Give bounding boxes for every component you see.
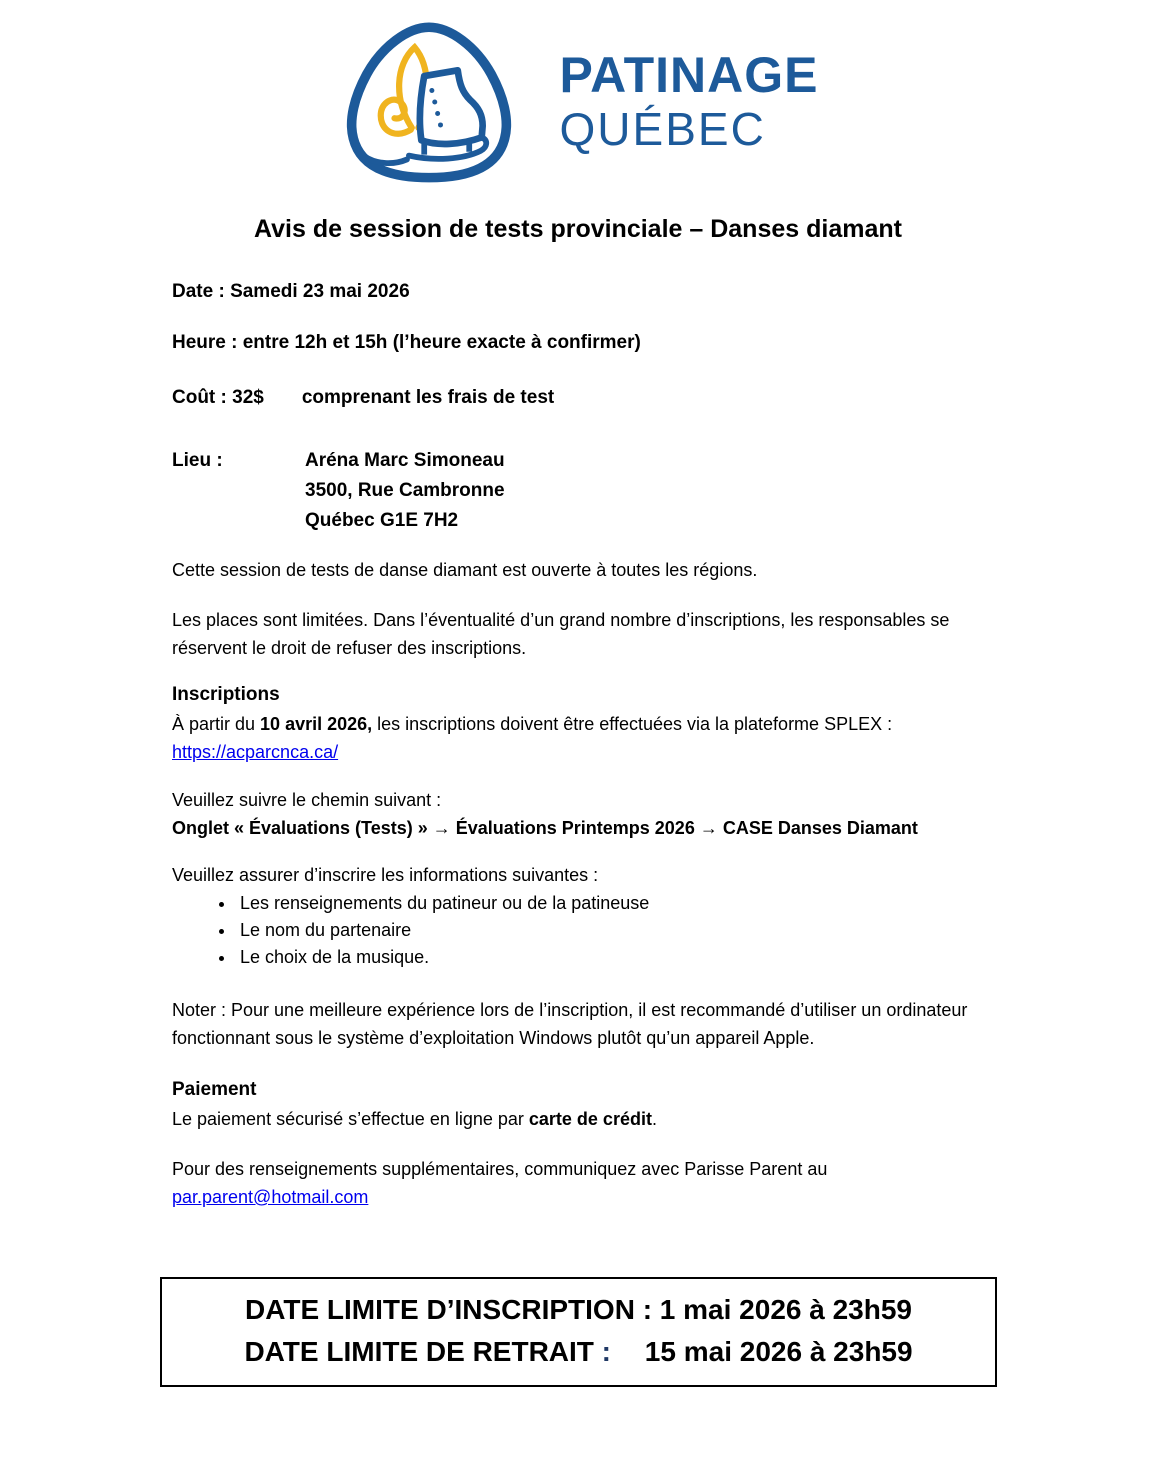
deadline-inscription-line: DATE LIMITE D’INSCRIPTION : 1 mai 2026 à 23h59: [245, 1294, 912, 1325]
cost-line: [172, 386, 986, 410]
required-info-intro: Veuillez assurer d’inscrire les informations suivantes :: [172, 865, 599, 885]
cost-label: Coût : 32$: [172, 387, 264, 408]
cost-detail: comprenant les frais de test: [301, 387, 555, 408]
time-line: Heure : entre 12h et 15h (l’heure exacte à confirmer): [172, 332, 641, 353]
payment-line-post: .: [651, 1109, 657, 1129]
inscription-intro-pre: À partir du: [172, 714, 261, 734]
retrait-colon: :: [593, 1336, 619, 1367]
location-label: Lieu :: [172, 450, 223, 471]
retrait-value: 15 mai 2026 à 23h59: [644, 1336, 913, 1367]
list-item-skater-info: • Les renseignements du patineur ou de la patineuse: [236, 890, 986, 917]
note-paragraph: Noter : Pour une meilleure expérience lors de l’inscription, il est recommandé d’utiliser un ordinateur fonctionnant sous le système d’exploitation Windows plutôt qu’un appareil Apple.: [172, 1000, 968, 1048]
deadline-retrait-line: [168, 1331, 989, 1373]
contact-paragraph: Pour des renseignements supplémentaires, communiquez avec Parisse Parent au: [172, 1159, 828, 1179]
brand-wordmark: [560, 47, 819, 155]
deadline-box: [160, 1277, 997, 1387]
brand-word-patinage: PATINAGE: [559, 47, 819, 103]
logo: [0, 0, 1156, 188]
payment-method: carte de crédit: [528, 1109, 652, 1129]
limited-places-paragraph: Les places sont limitées. Dans l’éventualité d’un grand nombre d’inscriptions, les responsables se réservent le droit de refuser des inscriptions.: [172, 610, 950, 658]
date-line: Date : Samedi 23 mai 2026: [172, 281, 410, 302]
list-item-music-choice: • Le choix de la musique.: [236, 944, 986, 971]
list-item-partner-name: • Le nom du partenaire: [236, 917, 986, 944]
contact-email-line: [172, 1183, 986, 1211]
location-block: [172, 446, 986, 536]
venue-street: 3500, Rue Cambronne: [305, 480, 505, 501]
document-body: [172, 280, 986, 1211]
payment-line-pre: Le paiement sécurisé s’effectue en ligne par: [172, 1109, 529, 1129]
skate-icon: [408, 70, 485, 159]
inscription-start-date: 10 avril 2026,: [260, 714, 373, 734]
page-title: Avis de session de tests provinciale – Danses diamant: [254, 215, 902, 243]
venue-city: Québec G1E 7H2: [305, 510, 459, 531]
retrait-label: DATE LIMITE DE RETRAIT: [244, 1336, 594, 1367]
patinage-quebec-logo-mark: [338, 14, 520, 188]
splex-platform-link[interactable]: https://acparcnca.ca/: [172, 742, 339, 762]
location-address: [305, 446, 505, 536]
path-intro: Veuillez suivre le chemin suivant :: [172, 790, 442, 810]
payment-heading: Paiement: [172, 1079, 257, 1100]
brand-word-quebec: QUÉBEC: [559, 103, 766, 155]
venue-name: Aréna Marc Simoneau: [305, 450, 505, 471]
required-info-list: [172, 890, 986, 971]
open-regions-paragraph: Cette session de tests de danse diamant est ouverte à toutes les régions.: [172, 560, 758, 580]
inscription-intro: [172, 710, 986, 766]
ice-line: [364, 157, 406, 164]
inscriptions-heading: Inscriptions: [172, 684, 280, 705]
contact-email-link[interactable]: par.parent@hotmail.com: [172, 1187, 369, 1207]
inscription-intro-post: les inscriptions doivent être effectuées via la plateforme SPLEX :: [372, 714, 893, 734]
navigation-path: Onglet « Évaluations (Tests) » → Évaluations Printemps 2026 → CASE Danses Diamant: [172, 818, 918, 838]
payment-line: [172, 1105, 986, 1133]
